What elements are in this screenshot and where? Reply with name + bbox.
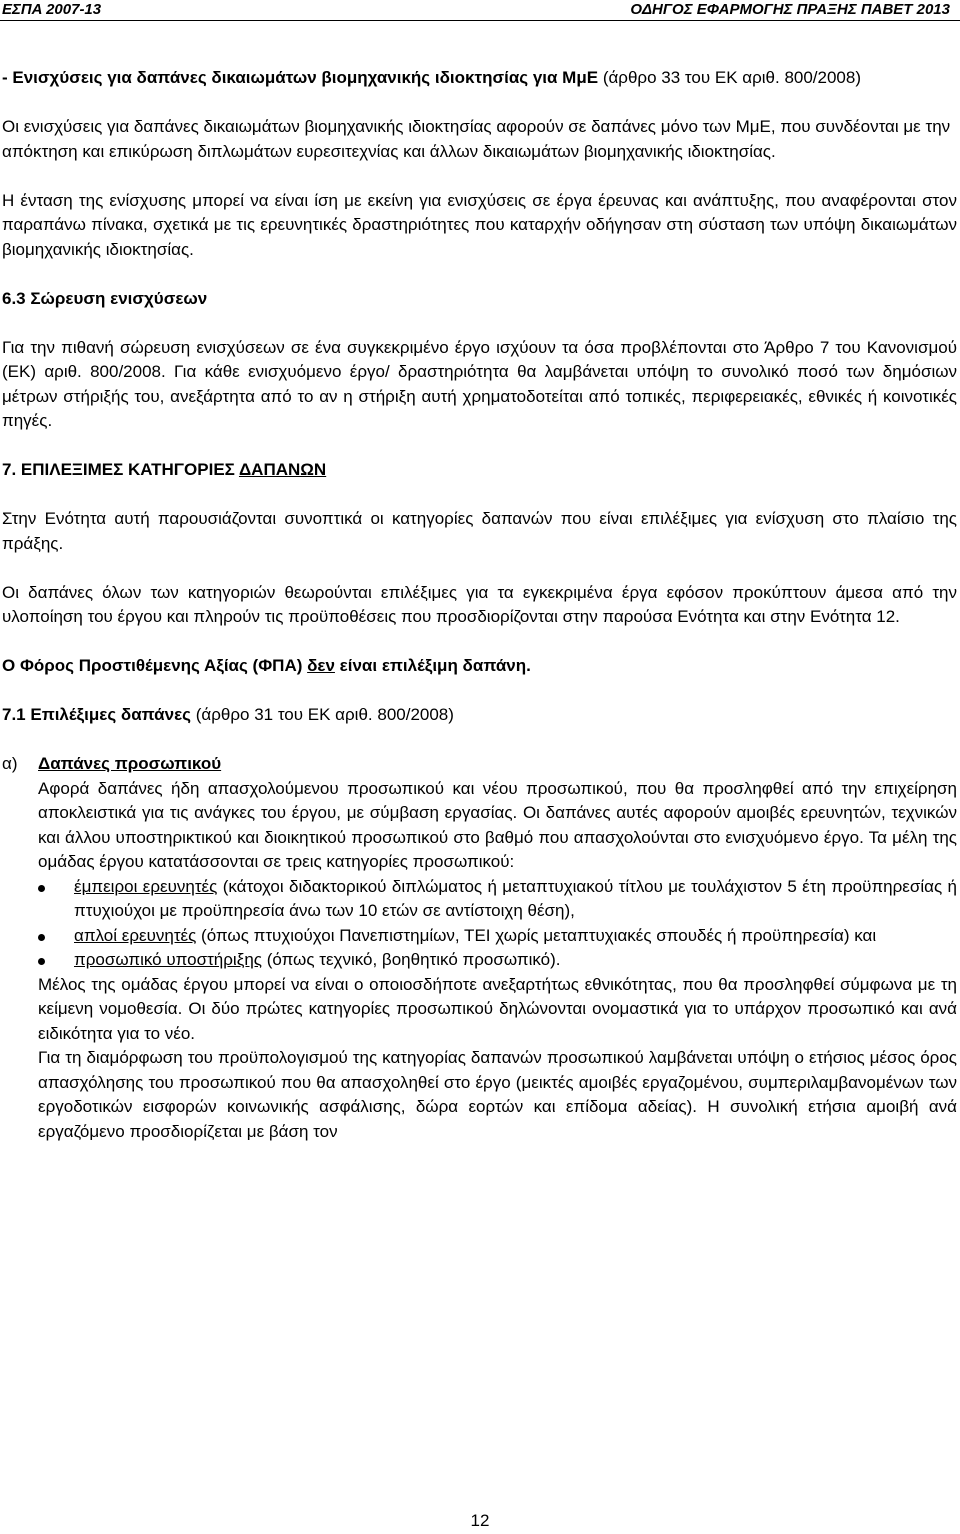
bullet-icon bbox=[38, 934, 45, 941]
section-7-paragraph-2: Οι δαπάνες όλων των κατηγοριών θεωρούνται επιλέξιμες για τα εγκεκριμένα έργα εφόσον προκύπτουν άμεσα από την υλοποίηση του έργου και πληρούν τις προϋποθέσεις που προσδιορίζονται στην παρούσα Ενότητα και στην Ενότητα 12. bbox=[2, 582, 957, 626]
personnel-category-description: (κάτοχοι διδακτορικού διπλώματος ή μεταπτυχιακού τίτλου με τουλάχιστον 5 έτη προϋπηρεσίας ή πτυχιούχοι με προϋπηρεσία άνω των 10 ετών σε αντίστοιχη θέση), bbox=[74, 876, 957, 920]
section-7-heading bbox=[2, 458, 957, 483]
personnel-paragraph-1: Αφορά δαπάνες ήδη απασχολούμενου προσωπικού και νέου προσωπικού, που θα προσληφθεί από την επιχείρηση αποκλειστικά για τις ανάγκες του έργου, με σύμβαση εργασίας. Οι δαπάνες αυτές αφορούν αμοιβές ερευνητών, τεχνικών και άλλου υποστηρικτικού και διοικητικού προσωπικού στο βαθμό που απασχολούνται στο ενισχυόμενο έργο. Τα μέλη της ομάδας έργου κατατάσσονται σε τρεις κατηγορίες προσωπικού: bbox=[38, 778, 957, 871]
section-7-heading-underlined: ΔΑΠΑΝΩΝ bbox=[238, 460, 327, 479]
bullet-icon bbox=[38, 885, 45, 892]
list-item bbox=[38, 924, 957, 949]
personnel-categories-list bbox=[38, 875, 957, 973]
page-number: 12 bbox=[470, 1511, 490, 1530]
section-7-1-heading-bold: 7.1 Επιλέξιμες δαπάνες bbox=[2, 705, 192, 724]
vat-statement-end: είναι επιλέξιμη δαπάνη. bbox=[334, 656, 531, 675]
vat-statement-emphasis: δεν bbox=[307, 656, 335, 675]
header-guide-title: ΟΔΗΓΟΣ ΕΦΑΡΜΟΓΗΣ ΠΡΑΞΗΣ ΠΑΒΕΤ 2013 bbox=[630, 1, 950, 18]
personnel-paragraph-3: Για τη διαμόρφωση του προϋπολογισμού της κατηγορίας δαπανών προσωπικού λαμβάνεται υπόψη ο ετήσιος μέσος όρος απασχόλησης του προσωπικού που θα απασχοληθεί στο έργο (μεικτές αμοιβές εργαζομένου, συμπεριλαμβανομένων των εργοδοτικών εισφορών κοινωνικής ασφάλισης, δώρα εορτών και επίδομα αδείας). Η συνολική ετήσια αμοιβή ανά εργαζόμενο προσδιορίζεται με βάση τον bbox=[38, 1048, 957, 1141]
list-item bbox=[38, 948, 957, 973]
expense-item-title bbox=[38, 752, 957, 777]
personnel-category-description: (όπως πτυχιούχοι Πανεπιστημίων, ΤΕΙ χωρίς μεταπτυχιακές σπουδές ή προϋπηρεσία) και bbox=[196, 925, 877, 945]
expense-item-marker: α) bbox=[2, 754, 18, 773]
section-6-3-heading: 6.3 Σώρευση ενισχύσεων bbox=[2, 288, 208, 308]
ipr-paragraph-2: Η ένταση της ενίσχυσης μπορεί να είναι ίση με εκείνη για ενισχύσεις σε έργα έρευνας και ανάπτυξης, που αναφέρονται στον παραπάνω πίνακα, σχετικά με τις ερευνητικές δραστηριότητες που καταρχήν οδήγησαν στη σύσταση των υπόψη δικαιωμάτων βιομηχανικής ιδιοκτησίας. bbox=[2, 190, 957, 259]
personnel-paragraph-2: Μέλος της ομάδας έργου μπορεί να είναι ο οποιοσδήποτε ανεξαρτήτως εθνικότητας, που θα προσληφθεί σύμφωνα με τη κείμενη νομοθεσία. Οι δύο πρώτες κατηγορίες προσωπικού δηλώνονται ονομαστικά για το υπάρχον προσωπικό και ανά ειδικότητα για το νέο. bbox=[38, 974, 957, 1043]
personnel-category-description: (όπως τεχνικό, βοηθητικό προσωπικό). bbox=[261, 950, 561, 969]
ipr-title-bold: - Ενισχύσεις για δαπάνες δικαιωμάτων βιομηχανικής ιδιοκτησίας για ΜμΕ bbox=[2, 68, 599, 87]
section-7-1-heading bbox=[2, 703, 957, 728]
section-7-heading-prefix: 7. ΕΠΙΛΕΞΙΜΕΣ ΚΑΤΗΓΟΡΙΕΣ bbox=[2, 460, 239, 479]
personnel-category-term: έμπειροι ερευνητές bbox=[74, 876, 218, 896]
personnel-category-term: απλοί ερευνητές bbox=[74, 925, 197, 945]
ipr-title-reference: (άρθρο 33 του ΕΚ αριθ. 800/2008) bbox=[598, 68, 862, 87]
list-item bbox=[38, 875, 957, 924]
page-header bbox=[0, 0, 960, 24]
document-body bbox=[2, 66, 957, 1144]
header-program-title: ΕΣΠΑ 2007-13 bbox=[2, 1, 102, 18]
ipr-title bbox=[2, 66, 957, 91]
expense-item-personnel bbox=[2, 752, 957, 1144]
ipr-paragraph-1: Οι ενισχύσεις για δαπάνες δικαιωμάτων βιομηχανικής ιδιοκτησίας αφορούν σε δαπάνες μόνο των ΜμΕ, που συνδέονται με την απόκτηση και επικύρωση διπλωμάτων ευρεσιτεχνίας και άλλων δικαιωμάτων βιομηχανικής ιδιοκτησίας. bbox=[2, 117, 951, 161]
vat-statement bbox=[2, 654, 957, 679]
bullet-icon bbox=[38, 958, 45, 965]
expense-item-title-text: Δαπάνες προσωπικού bbox=[38, 754, 222, 773]
header-divider bbox=[0, 20, 960, 21]
vat-statement-start: Ο Φόρος Προστιθέμενης Αξίας (ΦΠΑ) bbox=[2, 656, 308, 675]
personnel-category-term: προσωπικό υποστήριξης bbox=[74, 950, 262, 969]
section-6-3-paragraph: Για την πιθανή σώρευση ενισχύσεων σε ένα συγκεκριμένο έργο ισχύουν τα όσα προβλέπονται στο Άρθρο 7 του Κανονισμού (ΕΚ) αριθ. 800/2008. Για κάθε ενισχυόμενο έργο/ δραστηριότητα θα λαμβάνεται υπόψη το συνολικό ποσό των δημόσιων μέτρων στήριξής του, ανεξάρτητα από το αν η στήριξη αυτή χρηματοδοτείται από τοπικές, περιφερειακές, εθνικές ή κοινοτικές πηγές. bbox=[2, 337, 957, 430]
section-7-1-heading-reference: (άρθρο 31 του ΕΚ αριθ. 800/2008) bbox=[191, 705, 454, 724]
section-7-paragraph-1: Στην Ενότητα αυτή παρουσιάζονται συνοπτικά οι κατηγορίες δαπανών που είναι επιλέξιμες για ενίσχυση στο πλαίσιο της πράξης. bbox=[2, 509, 957, 553]
